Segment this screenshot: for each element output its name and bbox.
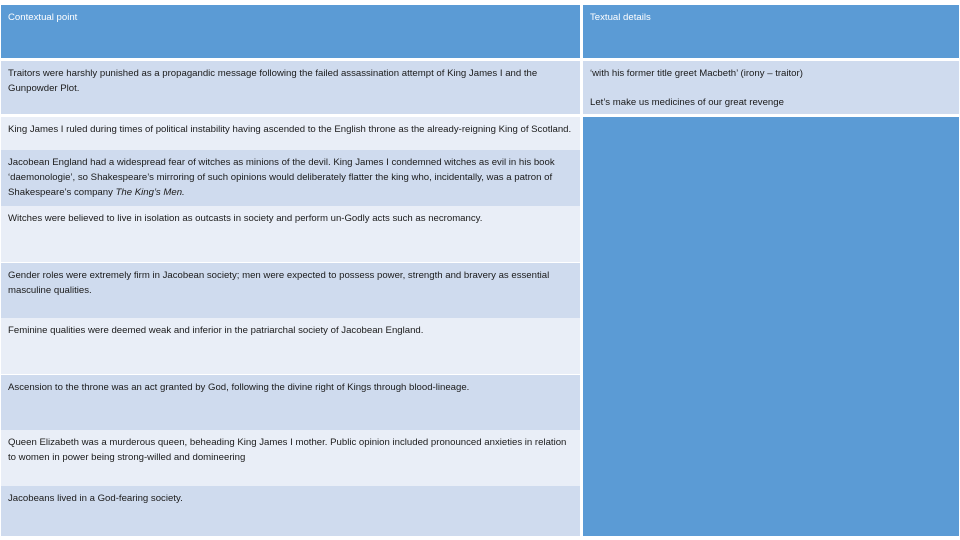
context-text-5: Gender roles were extremely firm in Jacobean society; men were expected to possess power, strength and bravery as essential masculine qualities. (8, 270, 550, 296)
details-cell-1 (583, 61, 959, 114)
header-contextual-point (1, 5, 580, 58)
details-quote-1: ‘with his former title greet Macbeth’ (irony – traitor) (590, 68, 803, 79)
context-text-7: Ascension to the throne was an act granted by God, following the divine right of Kings through blood-lineage. (8, 382, 470, 393)
context-cell-5 (1, 263, 580, 318)
header-contextual-point-label: Contextual point (8, 12, 78, 23)
header-textual-details-label: Textual details (590, 12, 651, 23)
context-text-1: Traitors were harshly punished as a propagandic message following the failed assassination attempt of King James I and the Gunpowder Plot. (8, 68, 538, 94)
context-text-8: Queen Elizabeth was a murderous queen, beheading King James I mother. Public opinion included pronounced anxieties in relation to women in power being strong-willed and domineering (8, 437, 567, 463)
context-text-6: Feminine qualities were deemed weak and inferior in the patriarchal society of Jacobean England. (8, 325, 424, 336)
context-cell-6 (1, 318, 580, 374)
header-textual-details (583, 5, 959, 58)
context-text-9: Jacobeans lived in a God-fearing society. (8, 493, 183, 504)
details-empty-block (583, 117, 959, 536)
context-text-3-company: The King’s Men. (115, 187, 185, 198)
details-quote-2: Let’s make us medicines of our great revenge (590, 97, 784, 108)
context-text-4: Witches were believed to live in isolation as outcasts in society and perform un-Godly acts such as necromancy. (8, 213, 483, 224)
context-cell-9 (1, 486, 580, 536)
context-text-2: King James I ruled during times of political instability having ascended to the English throne as the already-reigning King of Scotland. (8, 124, 572, 135)
context-cell-1 (1, 61, 580, 114)
context-cell-4 (1, 206, 580, 262)
context-cell-2 (1, 117, 580, 150)
context-cell-8 (1, 430, 580, 486)
context-cell-7 (1, 375, 580, 430)
context-cell-3 (1, 150, 580, 206)
context-text-3: Jacobean England had a widespread fear of witches as minions of the devil. King James I condemned witches as evil in his book ‘daemonologie’, so Shakespeare’s mirroring of such opinions would deliberately flatter the king who, incidentally, was a patron of Shakespeare’s company (8, 157, 555, 198)
